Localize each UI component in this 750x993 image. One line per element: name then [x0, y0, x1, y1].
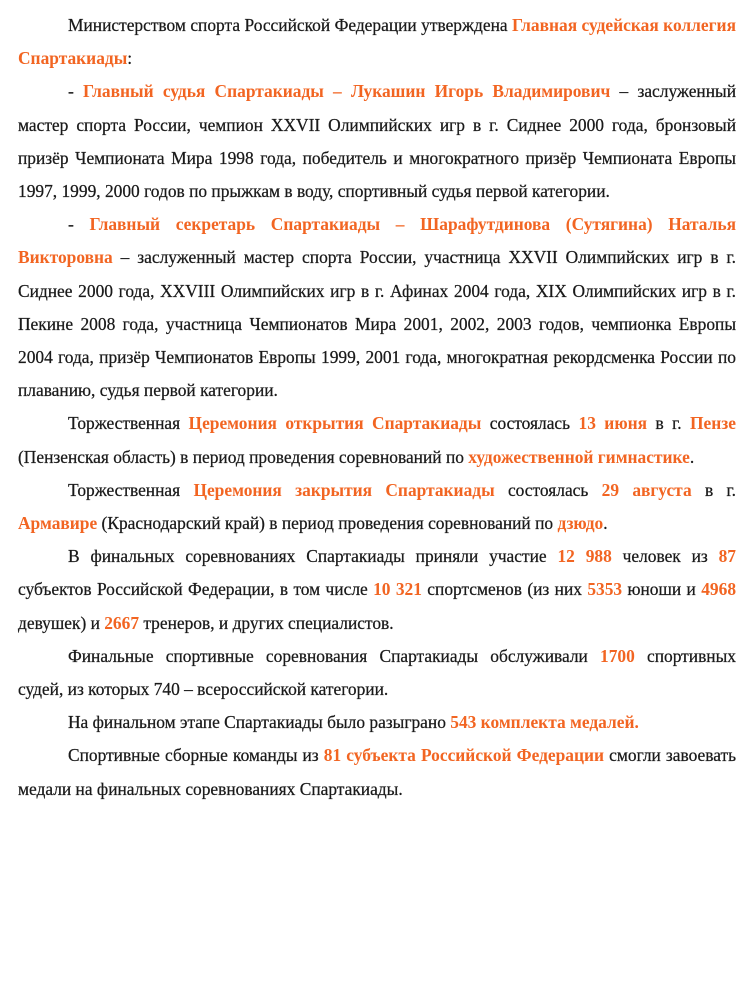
text: состоялась: [494, 479, 602, 500]
text: (Краснодарский край) в период проведения соревнований по: [97, 513, 558, 534]
text: субъектов Российской Федерации, в том числе: [18, 579, 374, 600]
paragraph-chief-judge: [18, 75, 736, 208]
text: юноши и: [622, 579, 702, 600]
text: Торжественная: [68, 479, 194, 500]
stat-total-participants: 12 988: [557, 546, 612, 567]
stat-coaches: 2667: [104, 612, 140, 633]
stat-boys: 5353: [587, 579, 623, 600]
stat-medal-regions: 81 субъекта Российской Федерации: [323, 745, 605, 766]
text: в г.: [647, 413, 691, 434]
stat-medal-sets: 543 комплекта медалей.: [450, 712, 639, 733]
highlight-opening-ceremony: Церемония открытия Спартакиады: [188, 413, 482, 434]
text: – заслуженный мастер спорта России, участница XXVII Олимпийских игр в г. Сиднее 2000 года, XXVIII Олимпийских игр в г. Афинах 2004 года, XIX Олимпийских игр в г. Пекине 2008 года, участница Чемпионатов Мира 2001, 2002, 2003 годов, чемпионка Европы 2004 года, призёр Чемпионатов Европы 1999, 2001 года, многократная рекордсменка России по плаванию, судья первой категории.: [18, 247, 736, 401]
text: – заслуженный мастер спорта России, чемпион XXVII Олимпийских игр в г. Сиднее 2000 года, бронзовый призёр Чемпионата Мира 1998 года, победитель и многократного призёр Чемпионата Европы 1997, 1999, 2000 годов по прыжкам в воду, спортивный судья первой категории.: [18, 81, 737, 202]
text: На финальном этапе Спартакиады было разыграно: [68, 712, 451, 733]
text: спортсменов (из них: [421, 579, 588, 600]
text: человек из: [611, 546, 719, 567]
highlight-chief-judge: Главный судья Спартакиады – Лукашин Игорь Владимирович: [83, 81, 611, 102]
highlight-opening-sport: художественной гимнастике: [468, 446, 690, 467]
text: тренеров, и других специалистов.: [139, 612, 394, 633]
paragraph-closing-ceremony: [18, 474, 736, 540]
stat-athletes: 10 321: [373, 579, 422, 600]
text: Спортивные сборные команды из: [68, 745, 324, 766]
highlight-closing-date: 29 августа: [601, 479, 692, 500]
highlight-judging-board: Главная судейская коллегия Спартакиады: [18, 15, 736, 69]
paragraph-chief-secretary: [18, 208, 736, 407]
highlight-closing-sport: дзюдо: [557, 513, 604, 534]
text: Торжественная: [68, 413, 189, 434]
text: в г.: [691, 479, 736, 500]
text: состоялась: [481, 413, 579, 434]
text: .: [689, 446, 695, 467]
text: .: [603, 513, 608, 534]
paragraph-opening-ceremony: [18, 407, 736, 473]
text: смогли завоевать медали на финальных соревнованиях Спартакиады.: [18, 745, 737, 799]
text: -: [68, 81, 84, 102]
paragraph-judging-board: [18, 9, 736, 75]
text: В финальных соревнованиях Спартакиады приняли участие: [68, 546, 558, 567]
text: девушек) и: [18, 612, 105, 633]
highlight-chief-secretary: Главный секретарь Спартакиады – Шарафутдинова (Сутягина) Наталья Викторовна: [18, 214, 736, 268]
highlight-opening-date: 13 июня: [578, 413, 648, 434]
paragraph-participants: [18, 540, 736, 640]
text: (Пензенская область) в период проведения соревнований по: [18, 446, 469, 467]
text: :: [127, 48, 133, 69]
text: Финальные спортивные соревнования Спартакиады обслуживали: [68, 645, 601, 666]
highlight-closing-city: Армавире: [18, 513, 98, 534]
text: спортивных судей, из которых 740 – всероссийской категории.: [18, 645, 736, 700]
paragraph-medal-sets: [18, 706, 736, 739]
stat-judges: 1700: [600, 645, 635, 666]
text: -: [68, 214, 90, 235]
text: Министерством спорта Российской Федерации утверждена: [68, 15, 513, 35]
highlight-closing-ceremony: Церемония закрытия Спартакиады: [193, 479, 495, 500]
stat-regions: 87: [718, 546, 736, 567]
paragraph-judges: [18, 640, 736, 706]
highlight-opening-city: Пензе: [690, 413, 737, 434]
paragraph-medal-regions: [18, 739, 736, 805]
stat-girls: 4968: [701, 579, 737, 600]
